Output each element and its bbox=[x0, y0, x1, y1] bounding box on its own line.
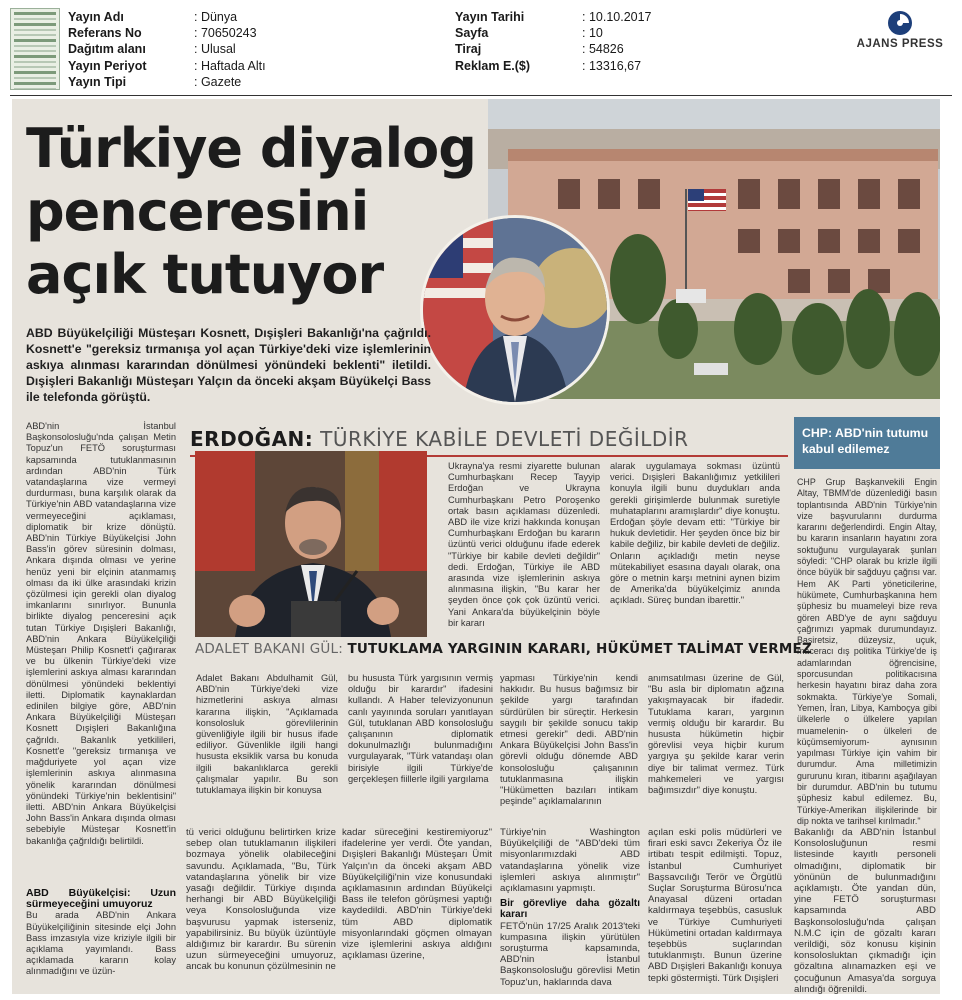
header-divider bbox=[10, 95, 952, 96]
meta-label: Reklam E.($) bbox=[455, 58, 531, 73]
clipping-header bbox=[0, 0, 962, 96]
meta-row bbox=[68, 58, 266, 74]
body-column: Bakanlığı da ABD'nin İstanbul Konsolosluğunun resmi listesinde kayıtlı personeli olmadığını, diplomatik bir yönünün de bulunmadığını açıklamıştı. Öte yandan dün, yine FETÖ soruşturması kapsamında ABD Başkonsolosluğu'nda çalışan N.M.C için de gözaltı kararı verildiği, söz konusu kişinin konsolosluktan çıkmadığı için gözaltına alınamazken eşi ve çocuğunun Amasya'da sorguya alındığı öğrenildi. bbox=[794, 827, 936, 994]
headline-line: Türkiye diyalog bbox=[26, 117, 476, 180]
subheading: ABD Büyükelçisi: Uzun sürmeyeceğini umuyoruz bbox=[26, 887, 176, 911]
meta-value: : 10 bbox=[582, 26, 603, 41]
meta-value: : 70650243 bbox=[194, 26, 257, 41]
newspaper-clipping bbox=[12, 99, 940, 994]
meta-right bbox=[455, 9, 652, 74]
body-column: tü verici olduğunu belirtirken krize sebep olan tutuklamanın ilişkileri bozmaya yönelik olabileceğini savundu. Açıklamada, "Bu, Türk vatandaşlarına yönelik bir vize yasağı değildir. Türkiye dışında herhangi bir ABD Büyükelçiliği veya Konsolosluğunda vize başvurusu yapmak isterseniz, yapabilirsiniz. Bu büyük üzüntüyle aldığımız bir karardır. Bu sürenin uzun sürmeyeceğini umuyoruz, ancak bu konunun çözülmesinin ne bbox=[186, 827, 336, 973]
gul-title-rest: ADALET BAKANI GÜL: bbox=[195, 641, 343, 657]
meta-row bbox=[68, 74, 266, 90]
meta-row bbox=[68, 9, 266, 25]
meta-value: : 13316,67 bbox=[582, 58, 642, 73]
body-column: ABD'nin İstanbul Başkonsolosluğu'nda çalışan Metin Topuz'un FETÖ soruşturması kapsamında tutuklanmasının ardından ABD'nin Türk vatandaşlarına vize vermeyi durdurması, buna karşılık olarak da Türkiye'nin ABD vatandaşlarına vize vermeyeceğini açıklaması, diplomatik bir krize dönüştü. ABD'nin Türkiye Büyükelçisi John Bass'in görev süresinin dolması, Ankara dışında olması ve yerine henüz yeni bir elçinin atanmamış olması da iki ülke arasındaki krizin çözülmesi için gerekli olan diyalog imkanlarını sınırlıyor. Bununla birlikte diyalog penceresini açık tutan Türkiye Dışişleri Bakanlığı, ABD'nin Ankara Büyükelçiliği Müsteşarı Philip Kosnett'i çağıraraк ve bu ülkenin Türkiye'deki vize işlemlerini askıya alması kararından dönülmesi yönündeki beklentiyi iletti. Diplomatik kaynaklardan edinilen bilgiye göre, ABD'nin Ankara Büyükelçiliği Müsteşarı Kosnett Dışişleri Bakanlığına çağrıldı. Bakanlık yetkilileri, Kosnett'e "gereksiz tırmanışa ve mağduriyete yol açan vize işlemlerinin askıya alınmasına yönelik kararından dönülmesi yönündeki Türkiye'nin beklentisini" iletti. ABD'nin Ankara Büyükelçisi John Bass'in Ankara dışında olması sebebiyle Müsteşar Kosnett'in bakanlığa çağrıldığı belirtildi. bbox=[26, 421, 176, 846]
body-text: FETÖ'nün 17/25 Aralık 2013'teki kumpasına ilişkin yürütülen soruşturma kapsamında, ABD'nin İstanbul Başkonsolosluğu görevlisi Metin Topuz'un, haklarında dava bbox=[500, 920, 640, 988]
meta-value: : 54826 bbox=[582, 42, 624, 57]
meta-value: : Gazete bbox=[194, 74, 242, 89]
meta-label: Referans No bbox=[68, 26, 142, 41]
kosnett-portrait-photo bbox=[420, 215, 610, 405]
meta-row bbox=[68, 41, 266, 57]
lead-paragraph: ABD Büyükelçiliği Müsteşarı Kosnett, Dışişleri Bakanlığı'na çağrıldı. Kosnett'e "gereksiz tırmanışa yol açan Türkiye'deki vize işlemlerinin askıya alınması kararından dönülmesi yönündeki beklenti" iletildi. Dışişleri Bakanlığı Müsteşarı Yalçın da önceki akşam Büyükelçi Bass ile telefonda görüştü. bbox=[26, 326, 431, 404]
body-column: anımsatılması üzerine de Gül, "Bu asla bir diplomatın ağzına yakışmayacak bir ifadedir. Tutuklama kararı, yargının vermiş olduğu bir karardır. Bu hususta hükümetin hiçbir görevlisi veya hiçbir kurum yargıya şu şekilde karar verin diye bir talimat vermez. Türk mahkemeleri ve yargısı bağımsızdır" diye konuştu. bbox=[648, 673, 784, 796]
meta-label: Yayın Tarihi bbox=[455, 10, 525, 24]
meta-label: Yayın Adı bbox=[68, 10, 124, 24]
erdogan-title-bold: ERDOĞAN: bbox=[190, 427, 314, 451]
meta-label: Yayın Periyot bbox=[68, 58, 147, 73]
gul-section-title bbox=[195, 641, 812, 657]
headline-line: açık tutuyor bbox=[26, 243, 384, 306]
meta-row bbox=[455, 58, 652, 74]
erdogan-section-title bbox=[190, 427, 689, 451]
page-thumbnail bbox=[10, 8, 60, 90]
meta-label: Tiraj bbox=[455, 42, 482, 57]
meta-row bbox=[455, 41, 652, 57]
ajans-press-logo-icon bbox=[887, 10, 913, 36]
meta-row bbox=[68, 25, 266, 41]
subheading: Bir görevliye daha gözaltı kararı bbox=[500, 898, 640, 921]
body-column bbox=[26, 885, 176, 978]
body-column: yapması Türkiye'nin kendi hakkıdır. Bu husus bağımsız bir şekilde yargı tarafından sürdürülen bir süreçtir. Herkesin saygılı bir şekilde sonucu takip etmesi gerekir" dedi. ABD'nin Ankara Büyükelçisi John Bass'in görevli olduğu dönemde ABD konsolosluğu çalışanının tutuklanmasına ilişkin "Hükümetten bazıları intikam peşinde" açıklamalarının bbox=[500, 673, 638, 807]
body-column: Adalet Bakanı Abdulhamit Gül, ABD'nin Türkiye'deki vize hizmetlerini askıya alması kararına ilişkin, "Açıklamada konsolosluk görevlilerinin güvenliğiyle ilgili bir husus ifade ediliyor. Güvenlikle ilgili hangi hususta eksiklik varsa bu konuda ilgili bakanlıklarca gerekli çalışmalar yapılır. Bu son tutuklamaya ilişkin bir konuysa bbox=[196, 673, 338, 796]
body-column: alarak uygulamaya sokması üzüntü verici. Dışişleri Bakanlığımız yetkilileri konuyla ilgili bunu duydukları anda gerekli girişimlerde bulunmak suretiyle muhataplarını aramışlardır" diye konuştu. Erdoğan şöyle devam etti: "Türkiye bir hukuk devletidir. Her şeyden önce biz bir kabile değiliz, bir kabile devleti de değiliz. Onların açıkladığı metin neyse mütekabiliyet esasına dayalı olarak, ona göre o metnin karşı metnini aynen bizim de Amerika'da büyükelçimiz anında açıkladı. Süreç bundan ibarettir." bbox=[610, 461, 780, 606]
meta-label: Yayın Tipi bbox=[68, 74, 127, 89]
meta-label: Sayfa bbox=[455, 26, 489, 41]
chp-box-title: CHP: ABD'nin tutumu kabul edilemez bbox=[794, 417, 940, 469]
body-column: açılan eski polis müdürleri ve firari eski savcı Zekeriya Öz ile irtibatı tespit edilmişti. Topuz, İstanbul Cumhuriyet Başsavcılığı Terör ve Örgütlü Suçlar Soruşturma Bürosu'nca Anayasal düzeni ortadan kaldırmaya teşebbüs, casusluk ve Türkiye Cumhuriyeti Hükümetini ortadan kaldırmaya teşebbüs suçlarından tutuklanmıştı. Bunun üzerine ABD Dışişleri Bakanlığı konuya tepki göstermişti. Türk Dışişleri bbox=[648, 827, 782, 984]
body-column: kadar süreceğini kestiremiyoruz" ifadelerine yer verdi. Öte yandan, Dışişleri Bakanlığı Müsteşarı Ümit Yalçın'ın da önceki akşam ABD Büyükelçiliği'nin vize konusundaki açıklamasının ardından Büyükelçi Bass ile telefon görüşmesi yaptığı kaydedildi. ABD'nin Türkiye'deki tüm ABD diplomatik misyonlarındaki göçmen olmayan vize işlemlerini askıya aldığını açıklaması üzerine, bbox=[342, 827, 492, 962]
meta-value: : 10.10.2017 bbox=[582, 10, 652, 24]
body-text: Bu arada ABD'nin Ankara Büyükelçiliğinin sitesinde elçi John Bass imzasıyla vize kriziyle ilgili bir açıklama yayımlandı. Bass açıklamada kararın kolay alınmadığını ve üzün- bbox=[26, 910, 176, 977]
body-column: CHP Grup Başkanvekili Engin Altay, TBMM'de düzenlediği basın toplantısında ABD'nin Türkiye'nin vize başvurularını durdurma kararını değerlendirdi. Engin Altay, bu kararın insanların hayatını zora soktuğunu vurgulayarak şunları söyledi: "CHP olarak bu krizle ilgili önce büyük bir sağduyu çağrısı var. Hem AK Parti yöneticilerine, hükümete, Cumhurbaşkanına hem şüphesiz bu muameleyi bize reva gören ABD'ye de aynı sağduyu çağrımızı yapmak durumundayız. Basiretsiz, düzeysiz, uçuk, maceracı dış politika Türkiye'de iş adamlarından öğrencisine, sporcusundan politikacısına herkesin hayatını biraz daha zora sokmakta. Türkiye'ye Somali, Yemen, İran, Libya, Kamboçya gibi ülkelerle o ülkelere yapılan muamelenin- o ülkeleri de küçümsemiyorum- aynısının yapılması Türkiye için vahim bir durumdur. Ama milletimizin gururunu kıran, itibarını aşağılayan bir durumdur. ABD'nin bu tutumu şüphesiz kabul edilemez. Bu, Türkiye-Amerikan ilişkilerinde bir dip nokta ve tarihsel kırılmadır." bbox=[797, 477, 937, 826]
erdogan-photo bbox=[195, 451, 427, 637]
meta-label: Dağıtım alanı bbox=[68, 42, 146, 57]
meta-value: : Ulusal bbox=[194, 42, 236, 57]
gul-title-bold: TUTUKLAMA YARGININ KARARI, HÜKÜMET TALİMAT VERMEZ bbox=[347, 641, 812, 657]
erdogan-title-rest: TÜRKİYE KABİLE DEVLETİ DEĞİLDİR bbox=[320, 427, 689, 451]
body-column: Ukrayna'ya resmi ziyarette bulunan Cumhurbaşkanı Recep Tayyip Erdoğan ve Ukrayna Cumhurbaşkanı Petro Poroşenko ortak basın açıklaması düzenledi. ABD ile vize krizi hakkında konuşan Cumhurbaşkanı Erdoğan bu kararın üzüntü verici olduğunu ifade ederek "Türkiye bir kabile devleti değildir" dedi. Erdoğan, Türkiye ile ABD arasında vize işlemlerinin askıya alınmasına ilişkin, "Bu karar her şeyden önce çok çok üzüntü verici. Yani Ankara'da büyükelçinin böyle bir kararı bbox=[448, 461, 600, 628]
body-text: Türkiye'nin Washington Büyükelçiliği de "ABD'deki tüm misyonlarımızdaki ABD vatandaşlarına yönelik vize işlemleri askıya alınmıştır" açıklamasını yapmıştı. bbox=[500, 827, 640, 895]
meta-value: : Dünya bbox=[194, 10, 238, 24]
meta-row bbox=[455, 25, 652, 41]
body-column: bu hususta Türk yargısının vermiş olduğu bir karardır" ifadesini kullandı. A Haber televizyonunun canlı yayınında soruları yanıtlayan Gül, tutuklanan ABD konsolosluğu çalışanının diplomatik dokunulmazlığı bulunmadığını vurgulayarak, "Türk vatandaşı olan birisiyle ilgili Türkiye'de gerçekleşen fiillerle ilgili yargılama bbox=[348, 673, 493, 784]
meta-value: : Haftada Altı bbox=[194, 58, 266, 73]
body-column bbox=[500, 827, 640, 988]
ajans-press-logo bbox=[845, 10, 955, 50]
headline-line: penceresini bbox=[26, 180, 369, 243]
meta-left bbox=[68, 9, 266, 90]
logo-text: AJANS PRESS bbox=[856, 38, 944, 50]
meta-row bbox=[455, 9, 652, 25]
